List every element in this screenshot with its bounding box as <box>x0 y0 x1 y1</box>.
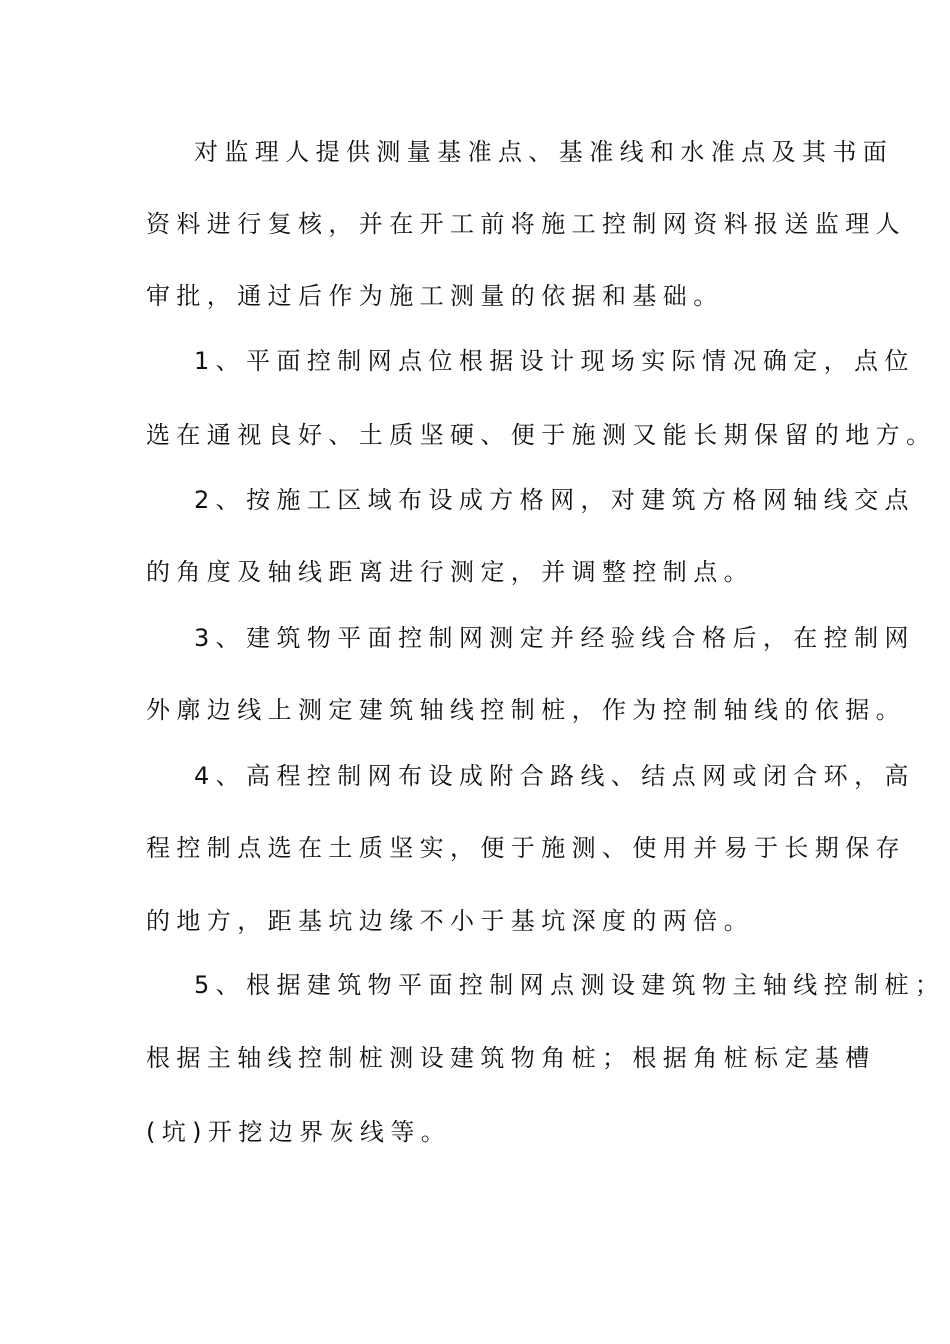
item-4-line-2: 程控制点选在土质坚实，便于施测、使用并易于长期保存 <box>146 834 906 862</box>
item-4-line-1: 4、高程控制网布设成附合路线、结点网或闭合环，高 <box>194 762 915 790</box>
item-2-line-1: 2、按施工区域布设成方格网，对建筑方格网轴线交点 <box>194 486 915 514</box>
item-1-line-1: 1、平面控制网点位根据设计现场实际情况确定，点位 <box>194 347 915 375</box>
item-3-line-1: 3、建筑物平面控制网测定并经验线合格后，在控制网 <box>194 624 915 652</box>
item-5-line-1: 5、根据建筑物平面控制网点测设建筑物主轴线控制桩； <box>194 971 946 999</box>
paragraph-intro-line-3: 审批，通过后作为施工测量的依据和基础。 <box>146 282 724 310</box>
item-5-line-2: 根据主轴线控制桩测设建筑物角桩；根据角桩标定基槽 <box>146 1044 876 1072</box>
item-3-line-2: 外廓边线上测定建筑轴线控制桩，作为控制轴线的依据。 <box>146 696 906 724</box>
item-4-line-3: 的地方，距基坑边缘不小于基坑深度的两倍。 <box>146 907 754 935</box>
paragraph-intro-line-2: 资料进行复核，并在开工前将施工控制网资料报送监理人 <box>146 210 906 238</box>
item-2-line-2: 的角度及轴线距离进行测定，并调整控制点。 <box>146 558 754 586</box>
item-5-line-3: (坑)开挖边界灰线等。 <box>146 1118 452 1146</box>
item-1-line-2: 选在通视良好、土质坚硬、便于施测又能长期保留的地方。 <box>146 421 937 449</box>
paragraph-intro-line-1: 对监理人提供测量基准点、基准线和水准点及其书面 <box>194 138 894 166</box>
